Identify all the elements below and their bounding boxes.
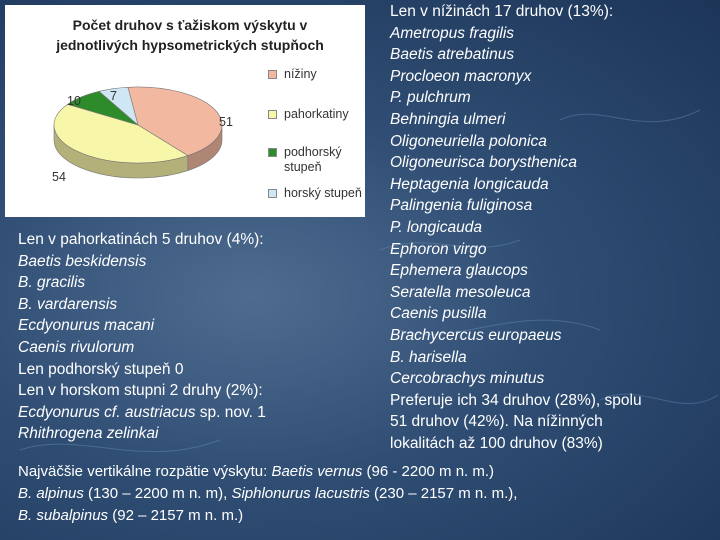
species-item: Ephoron virgo xyxy=(390,240,487,258)
legend-label: podhorský xyxy=(284,145,342,159)
species-item: Oligoneurisca borysthenica xyxy=(390,154,577,172)
data-label-pahorkatiny: 54 xyxy=(52,170,66,184)
podhorsky-line: Len podhorský stupeň 0 xyxy=(18,360,184,378)
species-item: Baetis beskidensis xyxy=(18,252,147,270)
species-item: Ecdyonurus cf. austriacus xyxy=(18,403,196,421)
legend-swatch xyxy=(268,189,277,198)
data-label-niziny: 51 xyxy=(219,115,233,129)
chart-title-line-1: Počet druhov s ťažiskom výskytu v xyxy=(72,17,308,33)
species-item: Baetis vernus xyxy=(271,463,363,480)
species-item: Siphlonurus lacustris xyxy=(231,485,370,502)
horsky-species-line xyxy=(18,402,266,424)
niziny-header: Len v nížinách 17 druhov (13%): xyxy=(390,3,614,20)
species-item: B. alpinus xyxy=(18,485,84,502)
species-item: Caenis pusilla xyxy=(390,305,487,323)
species-item: Oligoneuriella polonica xyxy=(390,132,547,150)
horsky-header: Len v horskom stupni 2 druhy (2%): xyxy=(18,382,263,400)
legend-swatch xyxy=(268,70,277,79)
species-item: B. harisella xyxy=(390,348,467,366)
species-item: Ephemera glaucops xyxy=(390,262,528,280)
range-value: (230 – 2157 m n. m.), xyxy=(369,485,518,502)
species-suffix: sp. nov. 1 xyxy=(195,403,266,421)
chart-title xyxy=(5,15,375,55)
legend-label: horský stupeň xyxy=(284,186,362,200)
range-line-3 xyxy=(18,505,517,527)
chart-legend xyxy=(268,67,362,201)
range-line-1 xyxy=(18,461,517,483)
range-value: (92 – 2157 m n. m.) xyxy=(108,507,244,524)
legend-item-pahorkatiny xyxy=(268,107,362,145)
legend-swatch xyxy=(268,110,277,119)
summary-line: Preferuje ich 34 druhov (28%), spolu xyxy=(390,391,642,409)
vertical-range-text xyxy=(18,461,517,527)
legend-item-horsky xyxy=(268,186,362,201)
species-item: Brachycercus europaeus xyxy=(390,326,562,344)
legend-label: nížiny xyxy=(284,67,317,81)
species-item: Behningia ulmeri xyxy=(390,110,506,128)
species-item: B. subalpinus xyxy=(18,507,109,524)
species-item: B. vardarensis xyxy=(18,295,118,313)
chart-title-line-2: jednotlivých hypsometrických stupňoch xyxy=(56,37,324,53)
species-item: Cercobrachys minutus xyxy=(390,370,545,388)
pie-chart-panel xyxy=(5,5,365,217)
legend-swatch xyxy=(268,148,277,157)
species-item: Rhithrogena zelinkai xyxy=(18,425,159,443)
range-intro: Najväčšie vertikálne rozpätie výskytu: xyxy=(18,463,272,480)
species-item: P. pulchrum xyxy=(390,89,471,107)
species-item: B. gracilis xyxy=(18,274,86,292)
legend-item-podhorsky xyxy=(268,145,362,186)
range-line-2 xyxy=(18,483,517,505)
legend-item-niziny xyxy=(268,67,362,107)
species-item: Ecdyonurus macani xyxy=(18,317,155,335)
summary-line: 51 druhov (42%). Na nížinných xyxy=(390,413,603,431)
range-value: (96 - 2200 m n. m.) xyxy=(362,463,495,480)
range-value: (130 – 2200 m n. m), xyxy=(83,485,232,502)
legend-label: stupeň xyxy=(284,160,322,174)
species-item: Heptagenia longicauda xyxy=(390,175,549,193)
species-item: Ametropus fragilis xyxy=(390,24,515,42)
species-item: Palingenia fuliginosa xyxy=(390,197,533,215)
species-item: Seratella mesoleuca xyxy=(390,283,531,301)
species-item: Procloeon macronyx xyxy=(390,67,532,85)
left-species-text xyxy=(18,229,266,445)
summary-line: lokalitách až 100 druhov (83%) xyxy=(390,434,603,452)
pahorkatiny-header: Len v pahorkatinách 5 druhov (4%): xyxy=(18,231,264,248)
species-item: Baetis atrebatinus xyxy=(390,46,515,64)
data-label-horsky: 7 xyxy=(110,89,117,103)
legend-label: pahorkatiny xyxy=(284,107,349,121)
data-label-podhorsky: 10 xyxy=(67,94,81,108)
species-item: P. longicauda xyxy=(390,218,482,236)
species-item: Caenis rivulorum xyxy=(18,338,135,356)
right-species-text xyxy=(390,1,642,454)
